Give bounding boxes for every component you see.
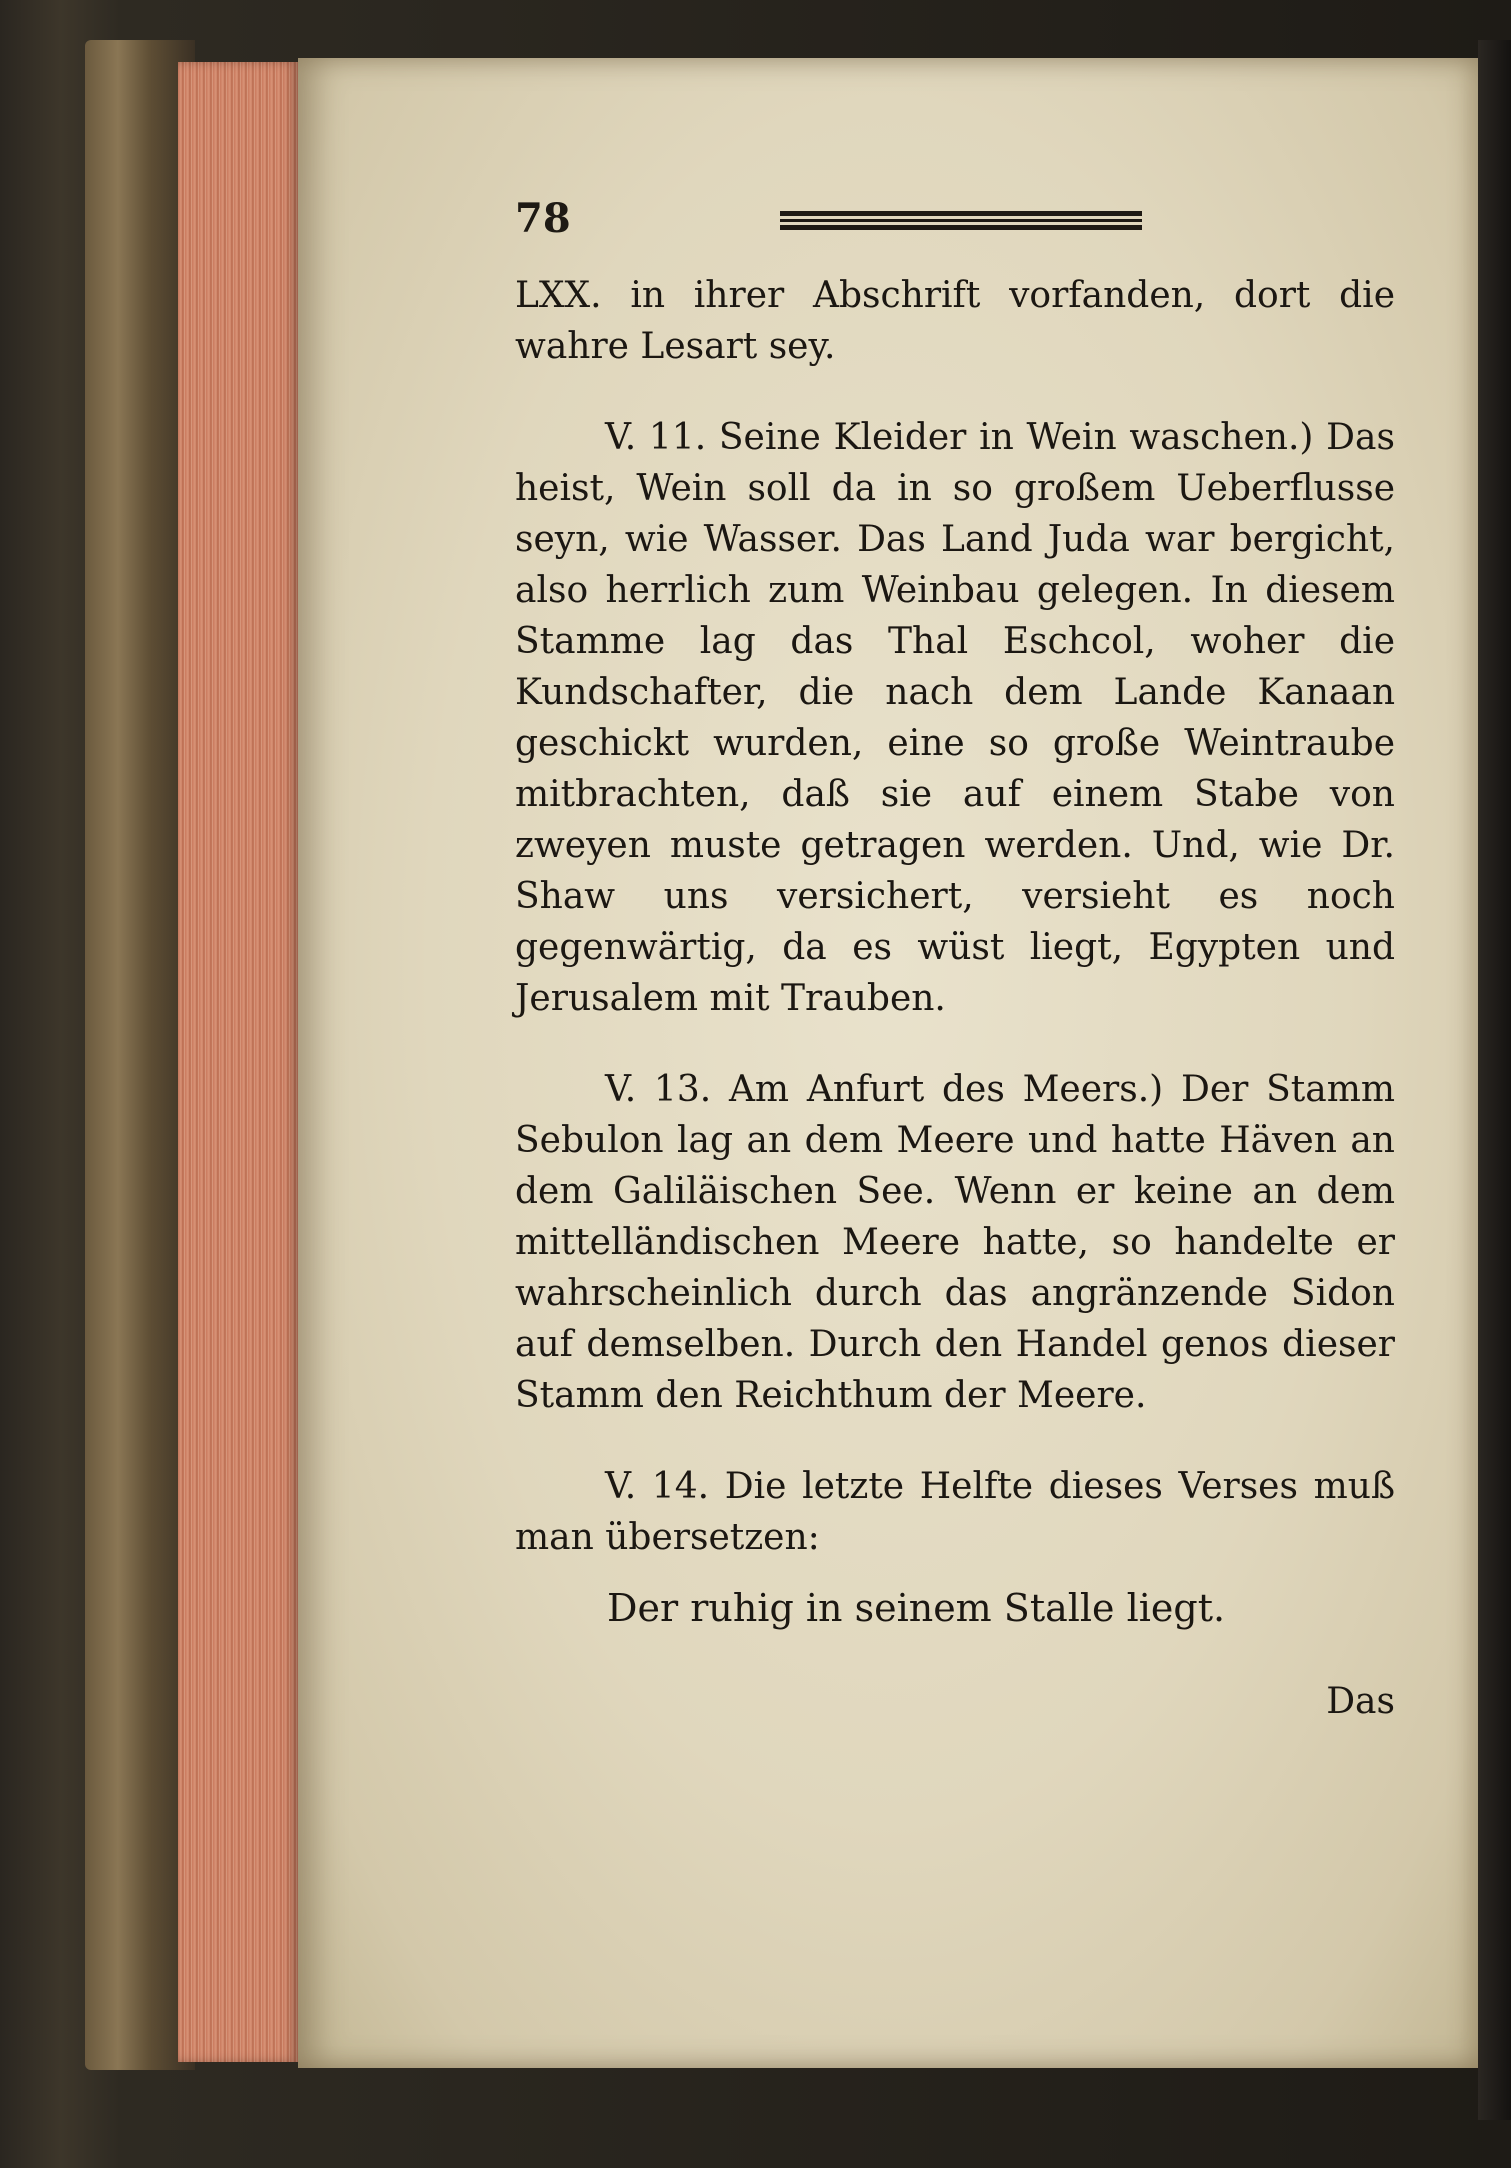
page-header (515, 195, 1135, 255)
page-number: 78 (515, 195, 571, 242)
paragraph-verse-11: V. 11. Seine Kleider in Wein waschen.) Das heist, Wein soll da in so großem Ueberflusse seyn, wie Wasser. Das Land Juda war bergicht, also herrlich zum Weinbau gelegen. In diesem Stamme lag das Thal Eschcol, woher die Kundschafter, die nach dem Lande Kanaan geschickt wurden, eine so große Weintraube mitbrachten, daß sie auf einem Stabe von zweyen muste getragen werden. Und, wie Dr. Shaw uns versichert, versieht es noch gegenwärtig, da es wüst liegt, Egypten und Jerusalem mit Trauben. (515, 417, 1395, 1019)
page-body (515, 270, 1395, 1727)
header-rule (780, 211, 1142, 233)
gutter-shadow (1478, 40, 1511, 2120)
verse-quote: Der ruhig in seinem Stalle liegt. (607, 1586, 1226, 1630)
paragraph-continuation: LXX. in ihrer Abschrift vorfanden, dort die wahre Lesart sey. (515, 275, 1395, 367)
paragraph-verse-14: V. 14. Die letzte Helfte dieses Verses muß man übersetzen: (515, 1466, 1395, 1558)
paragraph-verse-13: V. 13. Am Anfurt des Meers.) Der Stamm Sebulon lag an dem Meere und hatte Häven an dem Galiläischen See. Wenn er keine an dem mittelländischen Meere hatte, so handelte er wahrscheinlich durch das angränzende Sidon auf demselben. Durch den Handel genos dieser Stamm den Reichthum der Meere. (515, 1069, 1395, 1416)
page-edges (178, 62, 298, 2062)
catchword: Das (1326, 1681, 1395, 1722)
